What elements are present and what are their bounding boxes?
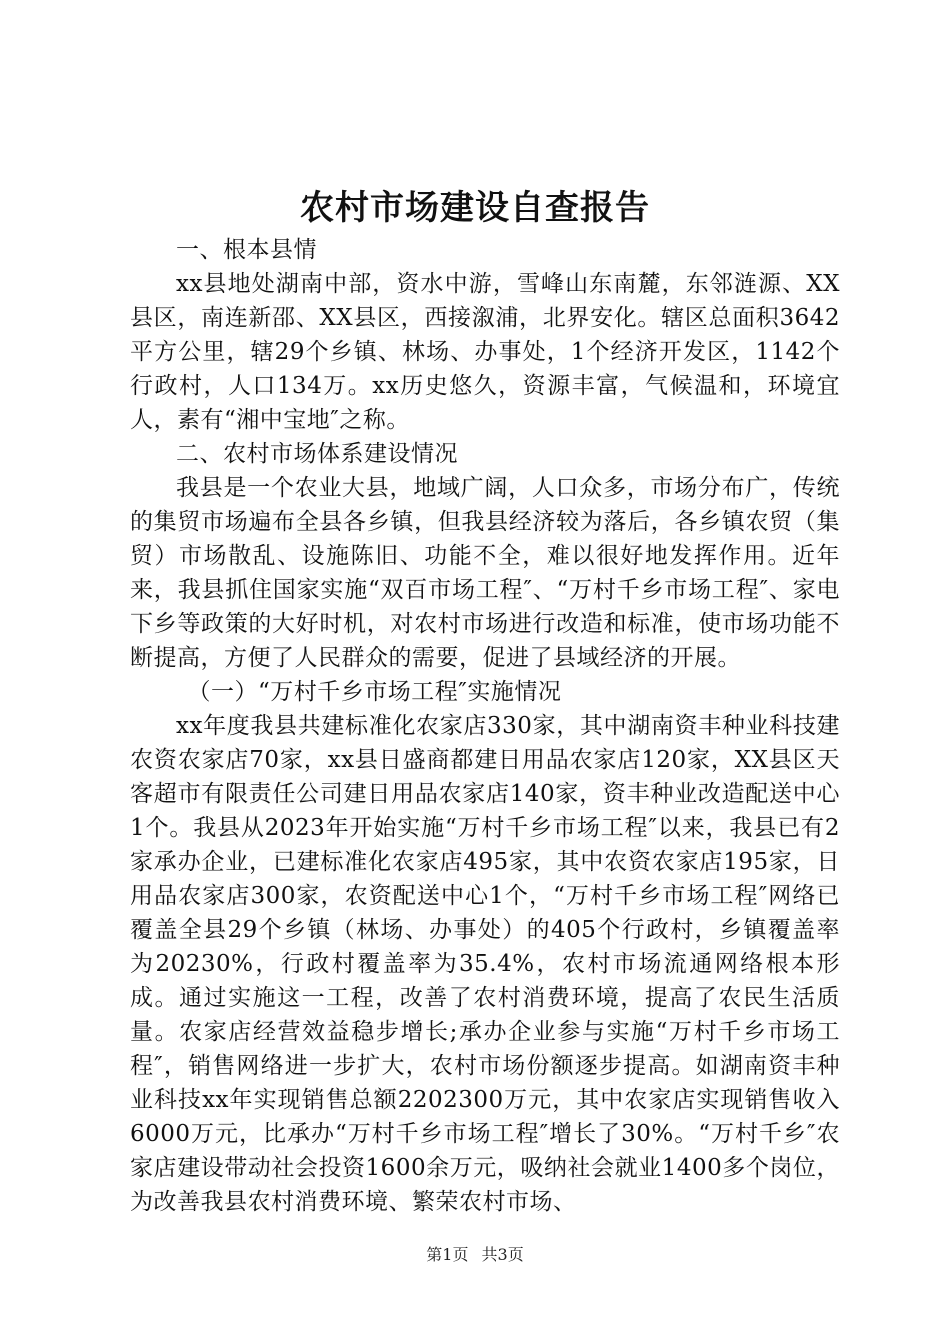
section-heading-market-system: 二、农村市场体系建设情况 [176, 441, 458, 467]
document-title: 农村市场建设自查报告 [300, 188, 650, 228]
document-body [130, 233, 840, 1219]
section-heading-basic-info: 一、根本县情 [176, 237, 317, 263]
page-number: 第1页 [426, 1245, 469, 1264]
page-total: 共3页 [481, 1245, 524, 1264]
paragraph-county-overview: xx县地处湖南中部，资水中游，雪峰山东南麓，东邻涟源、XX县区，南连新邵、XX县区，西接溆浦，北界安化。辖区总面积3642平方公里，辖29个乡镇、林场、办事处，1个经济开发区，1142个行政村，人口134万。xx历史悠久，资源丰富，气候温和，环境宜人，素有“湘中宝地″之称。 [130, 271, 840, 433]
paragraph-market-system: 我县是一个农业大县，地域广阔，人口众多，市场分布广，传统的集贸市场遍布全县各乡镇，但我县经济较为落后，各乡镇农贸（集贸）市场散乱、设施陈旧、功能不全，难以很好地发挥作用。近年来，我县抓住国家实施“双百市场工程″、“万村千乡市场工程″、家电下乡等政策的大好时机，对农村市场进行改造和标准，使市场功能不断提高，方便了人民群众的需要，促进了县域经济的开展。 [130, 475, 840, 671]
paragraph-wancun-qianxiang-details: xx年度我县共建标准化农家店330家，其中湖南资丰种业科技建农资农家店70家，xx县日盛商都建日用品农家店120家，XX县区天客超市有限责任公司建日用品农家店140家，资丰种业改造配送中心1个。我县从2023年开始实施“万村千乡市场工程″以来，我县已有2家承办企业，已建标准化农家店495家，其中农资农家店195家，日用品农家店300家，农资配送中心1个，“万村千乡市场工程″网络已覆盖全县29个乡镇（林场、办事处）的405个行政村，乡镇覆盖率为20230%，行政村覆盖率为35.4%，农村市场流通网络根本形成。通过实施这一工程，改善了农村消费环境，提高了农民生活质量。农家店经营效益稳步增长;承办企业参与实施“万村千乡市场工程″，销售网络进一步扩大，农村市场份额逐步提高。如湖南资丰种业科技xx年实现销售总额2202300万元，其中农家店实现销售收入6000万元，比承办“万村千乡市场工程″增长了30%。“万村千乡″农家店建设带动社会投资1600余万元，吸纳社会就业1400多个岗位，为改善我县农村消费环境、繁荣农村市场、 [130, 713, 840, 1215]
page-footer [0, 1243, 950, 1267]
subsection-heading-wancun-qianxiang: （一）“万村千乡市场工程″实施情况 [187, 679, 562, 705]
